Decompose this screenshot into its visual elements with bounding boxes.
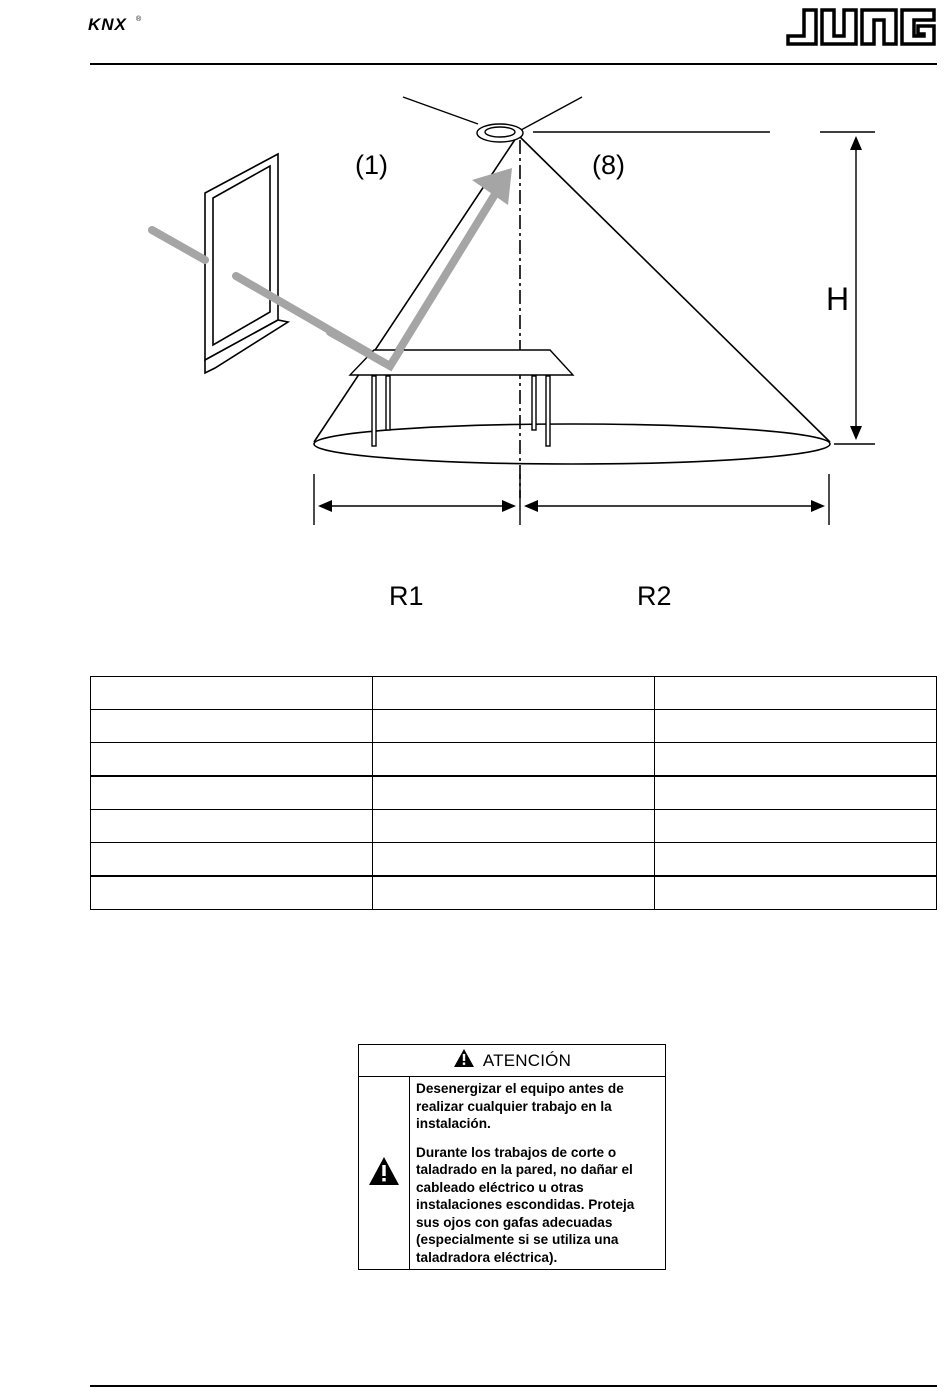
table-row — [91, 876, 937, 910]
warning-box — [358, 1044, 666, 1270]
label-r2: R2 — [637, 581, 672, 611]
label-h: H — [826, 281, 850, 317]
table-row — [91, 843, 937, 877]
svg-text:®: ® — [136, 16, 142, 23]
warning-text — [416, 1080, 661, 1277]
light-ray — [152, 191, 497, 365]
warning-paragraph: Desenergizar el equipo antes de realizar cualquier trabajo en la instalación. — [416, 1081, 624, 1131]
table-row — [91, 677, 937, 710]
window-frame — [205, 154, 288, 373]
table-row — [91, 776, 937, 810]
jung-logo — [786, 6, 938, 53]
warning-header — [359, 1045, 665, 1077]
detection-diagram — [0, 70, 950, 611]
warning-icon-column — [359, 1077, 410, 1269]
data-table — [90, 676, 937, 910]
warning-paragraph: Durante los trabajos de corte o taladrado en la pared, no dañar el cableado eléctrico u otras instalaciones escondidas. Proteja sus ojos con gafas adecuadas (especialmente si se utiliza una taladradora eléctrica). — [416, 1144, 635, 1265]
label-8: (8) — [592, 150, 625, 180]
table-row — [91, 710, 937, 743]
detector — [477, 124, 523, 142]
table-row — [91, 810, 937, 843]
warning-triangle-icon — [368, 1156, 400, 1191]
footer-rule — [90, 1385, 937, 1387]
knx-logo — [88, 8, 148, 39]
warning-title: ATENCIÓN — [482, 1050, 572, 1070]
detection-cone — [314, 135, 830, 498]
svg-text:KNX: KNX — [88, 15, 127, 34]
table-row — [91, 743, 937, 777]
header-rule — [90, 63, 937, 65]
label-1: (1) — [355, 150, 388, 180]
warning-triangle-icon — [453, 1048, 475, 1073]
label-r1: R1 — [389, 581, 424, 611]
